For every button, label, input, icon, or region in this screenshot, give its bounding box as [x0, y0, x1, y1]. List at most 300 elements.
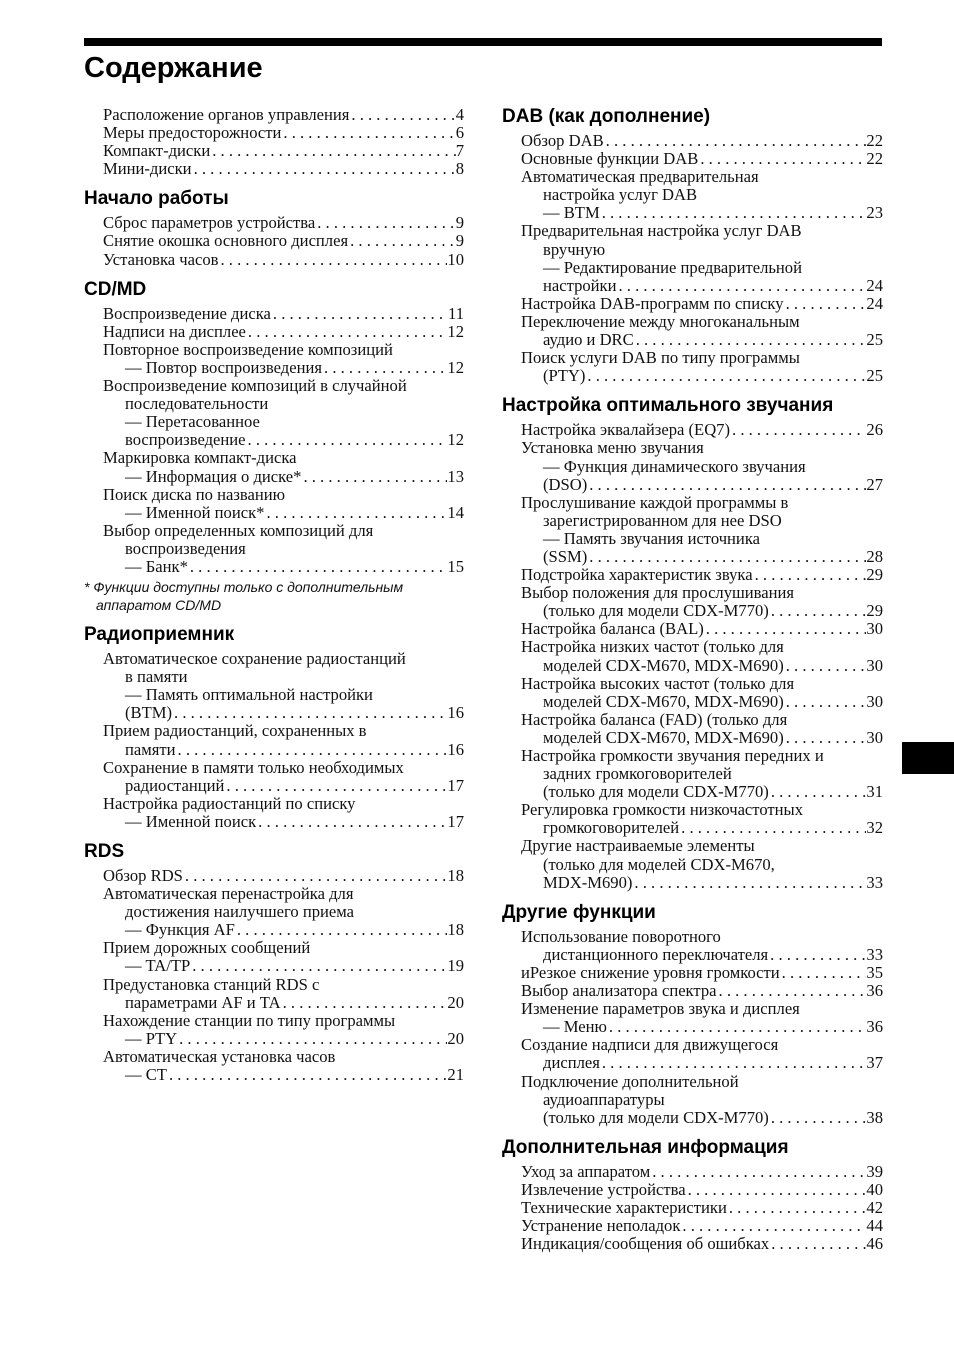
dot-leader [784, 295, 867, 313]
toc-entry-text: Уход за аппаратом [521, 1161, 651, 1181]
toc-entry-line [103, 323, 464, 341]
toc-entry-line [521, 1036, 883, 1054]
toc-page-number: 10 [447, 249, 464, 269]
toc-entry-text: Автоматическое сохранение радиостанций [103, 649, 406, 669]
toc-entry-text: Устранение неполадок [521, 1216, 681, 1236]
section-heading: Дополнительная информация [502, 1136, 789, 1158]
toc-entry-text: Снятие окошка основного дисплея [103, 231, 349, 251]
toc-page-number: 13 [447, 466, 464, 486]
toc-entry[interactable] [502, 747, 883, 801]
toc-entry-line [103, 1048, 464, 1066]
dot-leader [784, 729, 867, 747]
toc-page-number: 28 [866, 546, 883, 566]
toc-entry-text: — PTY [125, 1028, 178, 1048]
toc-entry-text: — Функция динамического звучания [543, 456, 806, 476]
dot-leader [210, 142, 455, 160]
toc-entry-line [521, 566, 883, 584]
toc-entry[interactable] [84, 650, 464, 722]
toc-entry-line [103, 741, 464, 759]
dot-leader [188, 558, 448, 576]
toc-page-number: 35 [866, 962, 883, 982]
toc-entry[interactable] [84, 1048, 464, 1084]
toc-entry-text: Сброс параметров устройства [103, 213, 316, 233]
toc-entry-text: Прием дорожных сообщений [103, 938, 311, 958]
toc-section [84, 188, 464, 268]
toc-entry-text: Предварительная настройка услуг DAB [521, 221, 802, 241]
toc-entry-line [521, 638, 883, 656]
toc-section [84, 841, 464, 1084]
toc-entry[interactable] [84, 759, 464, 795]
toc-page-number: 21 [447, 1065, 464, 1085]
toc-entry-line [103, 650, 464, 668]
toc-entry-text: — Повтор воспроизведения [125, 357, 323, 377]
toc-page-number: 16 [447, 739, 464, 759]
dot-leader [600, 204, 867, 222]
toc-entry-text: Настройка эквалайзера (EQ7) [521, 420, 731, 440]
dot-leader [301, 468, 447, 486]
toc-entry[interactable] [84, 305, 464, 323]
dot-leader [753, 566, 867, 584]
dot-leader [177, 1030, 447, 1048]
section-heading: Настройка оптимального звучания [502, 395, 834, 417]
toc-entry-text: Изменение параметров звука и дисплея [521, 999, 800, 1019]
toc-entry[interactable] [502, 222, 883, 294]
chapter-tab-marker [902, 742, 954, 774]
toc-entry-text: вручную [543, 239, 606, 259]
toc-entry[interactable] [502, 964, 883, 982]
toc-page-number: 30 [866, 619, 883, 639]
toc-entry-text: Поиск услуги DAB по типу программы [521, 348, 800, 368]
toc-page-number: 22 [866, 149, 883, 169]
toc-entry-text: иРезкое снижение уровня громкости [521, 962, 780, 982]
toc-entry-line [521, 204, 883, 222]
toc-entry-line [103, 449, 464, 467]
toc-entry-text: Подключение дополнительной [521, 1071, 739, 1091]
dot-leader [192, 160, 456, 178]
toc-page-number: 9 [455, 213, 464, 233]
toc-entry-line [103, 867, 464, 885]
toc-entry-line [521, 421, 883, 439]
toc-entry-text: зарегистрированном для нее DSO [543, 510, 782, 530]
toc-entry[interactable] [502, 494, 883, 566]
toc-entry-text: Создание надписи для движущегося [521, 1035, 779, 1055]
toc-page-number: 19 [447, 956, 464, 976]
section-heading: CD/MD [84, 278, 147, 300]
toc-page-number: 24 [866, 275, 883, 295]
toc-entry-list [84, 214, 464, 268]
toc-entry-text: Обзор RDS [103, 866, 183, 885]
toc-entry-line [103, 903, 464, 921]
dot-leader [348, 232, 456, 250]
toc-entry[interactable] [502, 1036, 883, 1072]
toc-entry-list [502, 1163, 883, 1253]
dot-leader [264, 504, 447, 522]
toc-page-number: 18 [447, 920, 464, 940]
toc-section [84, 624, 464, 831]
toc-entry-text: — Именной поиск* [125, 502, 265, 522]
toc-entry[interactable] [502, 928, 883, 964]
toc-entry-line [103, 359, 464, 377]
toc-section [502, 395, 883, 891]
toc-entry-line [103, 504, 464, 522]
toc-entry-line [103, 1012, 464, 1030]
toc-entry-list [84, 106, 464, 178]
toc-entry-text: Использование поворотного [521, 926, 721, 946]
toc-page-number: 6 [455, 123, 464, 143]
toc-entry[interactable] [84, 867, 464, 885]
toc-entry-line [521, 1217, 883, 1235]
toc-entry-text: (только для модели CDX-M770) [543, 782, 769, 802]
toc-entry-line [103, 668, 464, 686]
footnote [84, 578, 464, 614]
toc-entry-text: Установка часов [103, 249, 219, 269]
toc-entry-text: — Память звучания источника [543, 528, 760, 548]
toc-entry[interactable] [84, 160, 464, 178]
toc-entry[interactable] [84, 885, 464, 939]
toc-section [502, 1137, 883, 1253]
toc-entry[interactable] [84, 522, 464, 576]
toc-entry-line [103, 160, 464, 178]
toc-entry-line [521, 313, 883, 331]
toc-entry-line [521, 349, 883, 367]
toc-entry[interactable] [502, 439, 883, 493]
dot-leader [650, 1163, 866, 1181]
toc-entry-text: Воспроизведение композиций в случайной [103, 376, 407, 396]
toc-entry-line [103, 777, 464, 795]
toc-entry-text: Автоматическая перенастройка для [103, 884, 354, 904]
toc-entry-text: Настройка громкости звучания передних и [521, 746, 824, 765]
toc-entry-text: Настройка баланса (BAL) [521, 619, 704, 639]
toc-entry-text: Основные функции DAB [521, 149, 699, 169]
toc-entry-list [502, 928, 883, 1127]
toc-entry-text: Обзор DAB [521, 131, 604, 150]
toc-entry-text: (только для моделей CDX-M670, [543, 854, 775, 874]
dot-leader [349, 106, 455, 124]
toc-entry[interactable] [84, 142, 464, 160]
toc-entry[interactable] [502, 1163, 883, 1181]
toc-entry[interactable] [502, 349, 883, 385]
toc-page-number: 20 [447, 992, 464, 1012]
toc-entry-text: Сохранение в памяти только необходимых [103, 757, 404, 777]
toc-entry-line [521, 711, 883, 729]
toc-entry[interactable] [502, 150, 883, 168]
toc-entry-line [521, 1000, 883, 1018]
toc-entry[interactable] [502, 982, 883, 1000]
toc-entry-line [521, 1235, 883, 1253]
dot-leader [727, 1199, 867, 1217]
toc-page-number: 26 [866, 420, 883, 440]
toc-entry-text: (BTM) [125, 703, 173, 723]
dot-leader [183, 867, 448, 885]
toc-entry-line [521, 439, 883, 457]
dot-leader [322, 359, 447, 377]
toc-entry-line [521, 222, 883, 240]
toc-entry-text: Выбор положения для прослушивания [521, 583, 795, 603]
toc-page-number: 17 [447, 775, 464, 795]
toc-page-number: 17 [447, 811, 464, 831]
toc-entry-line [103, 468, 464, 486]
toc-entry-line [103, 921, 464, 939]
toc-page-number: 7 [455, 141, 464, 161]
toc-entry-line [521, 620, 883, 638]
dot-leader [604, 132, 867, 150]
toc-entry[interactable] [84, 1012, 464, 1048]
toc-entry[interactable] [502, 313, 883, 349]
toc-entry[interactable] [84, 106, 464, 124]
dot-leader [281, 124, 455, 142]
toc-entry-text: громкоговорителей [543, 818, 680, 838]
toc-entry[interactable] [84, 232, 464, 250]
toc-page-number: 22 [866, 131, 883, 150]
dot-leader [704, 620, 867, 638]
toc-entry-line [103, 124, 464, 142]
toc-page-number: 12 [447, 321, 464, 341]
toc-entry-line [521, 168, 883, 186]
toc-right-column [502, 106, 883, 1253]
toc-entry-line [521, 964, 883, 982]
toc-entry-line [103, 486, 464, 504]
toc-entry-line [103, 540, 464, 558]
toc-entry-text: аудио и DRC [543, 330, 634, 350]
toc-entry[interactable] [84, 939, 464, 975]
dot-leader [167, 1066, 447, 1084]
toc-entry-text: — Банк* [125, 556, 188, 576]
toc-entry-text: воспроизведение [125, 430, 246, 450]
toc-entry-line [103, 885, 464, 903]
toc-page-number: 29 [866, 601, 883, 621]
toc-entry-text: Мини-диски [103, 159, 192, 179]
dot-leader [585, 367, 866, 385]
toc-entry-line [103, 759, 464, 777]
toc-entry-line [521, 458, 883, 476]
dot-leader [235, 921, 448, 939]
toc-entry-text: — CT [125, 1065, 167, 1085]
toc-entry-line [521, 982, 883, 1000]
toc-left-column [84, 106, 464, 1084]
toc-entry[interactable] [502, 132, 883, 150]
toc-entry-line [521, 1181, 883, 1199]
toc-page-number: 12 [447, 430, 464, 450]
dot-leader [246, 431, 448, 449]
toc-entry-text: Настройка высоких частот (только для [521, 673, 795, 693]
toc-entry[interactable] [84, 449, 464, 485]
toc-page-number: 15 [447, 556, 464, 576]
toc-entry[interactable] [84, 214, 464, 232]
toc-entry[interactable] [502, 295, 883, 313]
toc-entry-text: Нахождение станции по типу программы [103, 1010, 396, 1030]
toc-entry-text: настройка услуг DAB [543, 185, 698, 205]
toc-entry-line [521, 657, 883, 675]
dot-leader [679, 819, 866, 837]
toc-entry-text: дисплея [543, 1053, 600, 1073]
toc-page-number: 40 [866, 1179, 883, 1199]
dot-leader [784, 657, 867, 675]
toc-entry[interactable] [502, 638, 883, 674]
toc-entry[interactable] [84, 341, 464, 377]
toc-entry[interactable] [84, 323, 464, 341]
toc-page-number: 4 [455, 105, 464, 124]
toc-entry[interactable] [84, 486, 464, 522]
toc-section [502, 106, 883, 385]
toc-entry-text: — Перетасованное [125, 412, 260, 432]
dot-leader [607, 1018, 866, 1036]
toc-entry[interactable] [502, 1199, 883, 1217]
toc-entry-line [103, 251, 464, 269]
toc-entry[interactable] [502, 711, 883, 747]
toc-entry-line [521, 367, 883, 385]
toc-entry-line [521, 241, 883, 259]
toc-entry-text: Установка меню звучания [521, 438, 704, 458]
toc-entry-line [103, 106, 464, 124]
toc-entry-text: Предустановка станций RDS с [103, 974, 320, 994]
toc-entry-line [521, 856, 883, 874]
toc-entry-line [103, 704, 464, 722]
toc-entry[interactable] [502, 620, 883, 638]
dot-leader [769, 602, 867, 620]
toc-entry[interactable] [502, 1217, 883, 1235]
section-heading: DAB (как дополнение) [502, 106, 711, 127]
toc-entry[interactable] [502, 801, 883, 837]
toc-page-number: 25 [866, 330, 883, 350]
dot-leader [784, 693, 867, 711]
toc-entry-line [521, 747, 883, 765]
toc-entry-text: (DSO) [543, 474, 588, 494]
toc-page-number: 23 [866, 203, 883, 223]
toc-entry[interactable] [502, 1181, 883, 1199]
section-heading: Радиоприемник [84, 624, 235, 646]
toc-entry-line [103, 395, 464, 413]
toc-page-number: 30 [866, 727, 883, 747]
toc-entry-text: (только для модели CDX-M770) [543, 1107, 769, 1127]
toc-entry-line [103, 813, 464, 831]
toc-page-number: 33 [866, 872, 883, 892]
toc-entry-line [521, 295, 883, 313]
toc-page-number: 11 [448, 303, 464, 323]
toc-page-number: 39 [866, 1161, 883, 1181]
toc-page-number: 44 [866, 1216, 883, 1236]
toc-entry-text: моделей CDX-M670, MDX-M690) [543, 691, 784, 711]
toc-page-number: 20 [447, 1028, 464, 1048]
toc-entry-line [521, 259, 883, 277]
toc-page-number: 14 [447, 502, 464, 522]
toc-entry-text: Выбор определенных композиций для [103, 520, 374, 540]
page-title: Содержание [84, 52, 263, 84]
toc-page-number: 16 [447, 703, 464, 723]
toc-entry-text: Автоматическая установка часов [103, 1046, 336, 1066]
toc-entry-text: Выбор анализатора спектра [521, 981, 717, 1001]
toc-entry-text: радиостанций [125, 775, 225, 795]
toc-section [502, 902, 883, 1127]
toc-entry-line [103, 232, 464, 250]
toc-entry-text: MDX-M690) [543, 872, 633, 892]
toc-entry-line [521, 1073, 883, 1091]
toc-entry-list [502, 421, 883, 891]
toc-entry-line [521, 729, 883, 747]
toc-entry-line [103, 142, 464, 160]
toc-entry-line [521, 801, 883, 819]
dot-leader [768, 946, 866, 964]
toc-section [84, 106, 464, 178]
toc-entry-text: — Функция AF [125, 920, 235, 940]
dot-leader [246, 323, 447, 341]
toc-entry-text: — Информация о диске* [125, 466, 302, 486]
toc-entry-text: Надписи на дисплее [103, 321, 246, 341]
toc-entry[interactable] [502, 566, 883, 584]
toc-entry-line [103, 957, 464, 975]
toc-entry-text: Другие настраиваемые элементы [521, 836, 755, 856]
toc-entry-text: аудиоаппаратуры [543, 1089, 665, 1109]
toc-entry[interactable] [84, 124, 464, 142]
toc-entry-line [521, 693, 883, 711]
toc-entry-text: Извлечение устройства [521, 1179, 686, 1199]
toc-entry-text: (только для модели CDX-M770) [543, 601, 769, 621]
dot-leader [256, 813, 447, 831]
toc-entry[interactable] [84, 251, 464, 269]
toc-entry-text: воспроизведения [125, 538, 246, 558]
footnote-line: аппаратом CD/MD [96, 597, 222, 614]
section-heading: Другие функции [502, 901, 656, 923]
toc-entry[interactable] [84, 722, 464, 758]
dot-leader [780, 964, 867, 982]
toc-page-number: 18 [447, 866, 464, 885]
dot-leader [176, 741, 448, 759]
toc-entry-line [521, 277, 883, 295]
toc-entry-line [521, 494, 883, 512]
toc-entry[interactable] [502, 1235, 883, 1253]
toc-entry-line [103, 305, 464, 323]
toc-entry[interactable] [84, 976, 464, 1012]
toc-entry-text: Подстройка характеристик звука [521, 565, 753, 585]
toc-entry-text: задних громкоговорителей [543, 764, 732, 784]
toc-entry-line [521, 186, 883, 204]
top-rule [84, 38, 882, 46]
toc-page-number: 32 [866, 818, 883, 838]
toc-entry[interactable] [84, 377, 464, 449]
toc-entry[interactable] [502, 675, 883, 711]
section-heading: RDS [84, 841, 125, 862]
toc-entry[interactable] [502, 837, 883, 891]
toc-entry-line [521, 584, 883, 602]
toc-entry[interactable] [84, 795, 464, 831]
toc-entry-list [84, 305, 464, 576]
toc-entry[interactable] [502, 1073, 883, 1127]
dot-leader [698, 150, 866, 168]
toc-page-number: 46 [866, 1234, 883, 1254]
toc-entry-line [521, 874, 883, 892]
toc-entry-text: в памяти [125, 667, 188, 687]
toc-page-number: 30 [866, 691, 883, 711]
dot-leader [271, 305, 448, 323]
toc-entry-text: Повторное воспроизведение композиций [103, 339, 393, 359]
toc-entry-line [103, 522, 464, 540]
dot-leader [281, 994, 448, 1012]
toc-page-number: 27 [866, 474, 883, 494]
toc-page-number: 12 [447, 357, 464, 377]
section-heading: Начало работы [84, 188, 229, 210]
toc-entry-line [521, 837, 883, 855]
dot-leader [587, 548, 866, 566]
toc-entry-line [521, 1163, 883, 1181]
toc-entry[interactable] [502, 421, 883, 439]
toc-entry-text: Переключение между многоканальным [521, 311, 800, 331]
toc-entry-text: (PTY) [543, 366, 586, 386]
toc-entry[interactable] [502, 168, 883, 222]
toc-entry[interactable] [502, 584, 883, 620]
dot-leader [769, 1235, 866, 1253]
toc-entry-list [84, 867, 464, 1084]
toc-entry[interactable] [502, 1000, 883, 1036]
toc-entry-line [521, 512, 883, 530]
